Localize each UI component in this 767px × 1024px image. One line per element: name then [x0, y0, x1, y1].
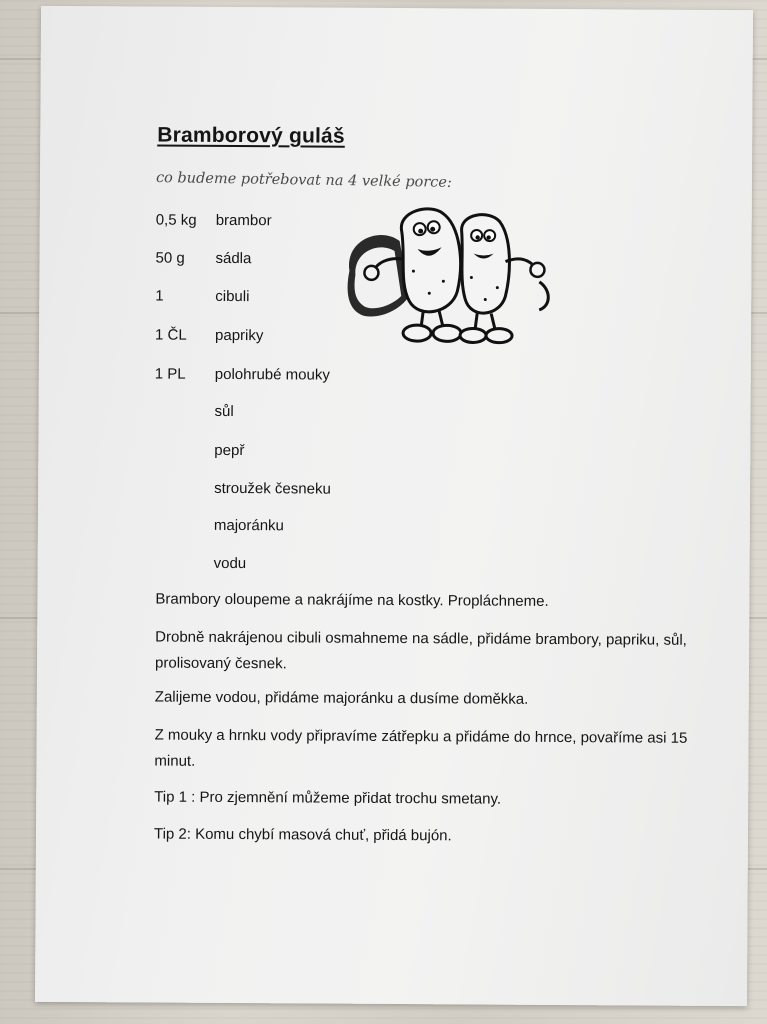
instruction-paragraph: Z mouky a hrnku vody připravíme zátřepku a přidáme do hrnce, povaříme asi 15 minut.	[154, 726, 688, 770]
ingredient-quantity: 1 PL	[154, 365, 186, 383]
ingredient-name: majoránku	[213, 516, 284, 535]
ingredient-name: stroužek česneku	[214, 479, 331, 498]
recipe-sheet	[35, 6, 753, 1006]
potato-characters-illustration	[339, 201, 555, 352]
ingredient-quantity: 1 ČL	[154, 326, 187, 344]
ingredient-quantity: 50 g	[155, 249, 185, 267]
instruction-paragraph: Brambory oloupeme a nakrájíme na kostky. Propláchneme.	[155, 590, 549, 610]
instruction-paragraph: Drobně nakrájenou cibuli osmahneme na sádle, přidáme brambory, papriku, sůl, prolisovaný česnek.	[154, 628, 687, 673]
ingredient-name: pepř	[214, 441, 245, 460]
tip-paragraph: Tip 1 : Pro zjemnění můžeme přidat trochu smetany.	[154, 788, 502, 808]
ingredient-name: vodu	[213, 554, 247, 573]
ingredient-name: sůl	[214, 402, 234, 421]
ingredient-name: cibuli	[215, 287, 250, 306]
recipe-title: Bramborový guláš	[157, 123, 345, 148]
tip-paragraph: Tip 2: Komu chybí masová chuť, přidá bujón.	[153, 825, 452, 845]
ingredient-quantity: 1	[155, 287, 164, 305]
ingredients-intro: co budeme potřebovat na 4 velké porce:	[155, 169, 452, 191]
ingredient-name: polohrubé mouky	[214, 365, 330, 384]
ingredient-quantity: 0,5 kg	[155, 211, 197, 229]
ingredient-name: brambor	[215, 211, 272, 230]
instruction-paragraph: Zalijeme vodou, přidáme majoránku a dusíme doměkka.	[154, 688, 529, 708]
ingredient-name: papriky	[214, 326, 264, 345]
ingredient-name: sádla	[215, 249, 252, 268]
